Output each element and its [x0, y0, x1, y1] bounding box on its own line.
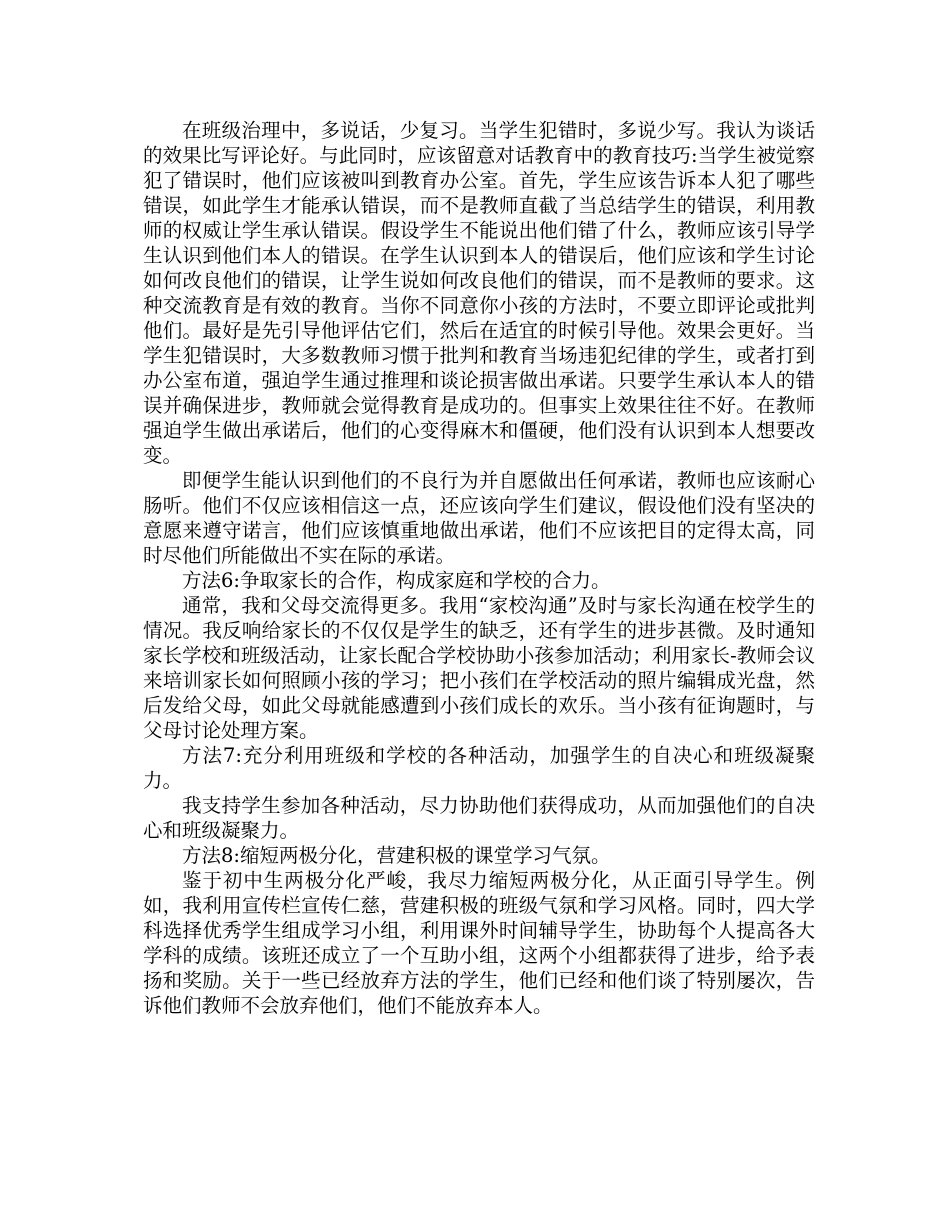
paragraph-1: 在班级治理中，多说话，少复习。当学生犯错时，多说少写。我认为谈话的效果比写评论好。与此同时，应该留意对话教育中的教育技巧:当学生被觉察犯了错误时，他们应该被叫到教育办公室。首先，学生应该告诉本人犯了哪些错误，如此学生才能承认错误，而不是教师直截了当总结学生的错误，利用教师的权威让学生承认错误。假设学生不能说出他们错了什么，教师应该引导学生认识到他们本人的错误。在学生认识到本人的错误后，他们应该和学生讨论如何改良他们的错误，让学生说如何改良他们的错误，而不是教师的要求。这种交流教育是有效的教育。当你不同意你小孩的方法时，不要立即评论或批判他们。最好是先引导他评估它们，然后在适宜的时候引导他。效果会更好。当学生犯错误时，大多数教师习惯于批判和教育当场违犯纪律的学生，或者打到办公室布道，强迫学生通过推理和谈论损害做出承诺。只要学生承认本人的错误并确保进步，教师就会觉得教育是成功的。但事实上效果往往不好。在教师强迫学生做出承诺后，他们的心变得麻木和僵硬，他们没有认识到本人想要改变。 — [143, 119, 815, 467]
method-6-heading: 方法6:争取家长的合作，构成家庭和学校的合力。 — [182, 569, 611, 592]
document-body — [143, 118, 815, 1018]
paragraph-2: 即便学生能认识到他们的不良行为并自愿做出任何承诺，教师也应该耐心肠听。他们不仅应该相信这一点，还应该向学生们建议，假设他们没有坚决的意愿来遵守诺言，他们应该慎重地做出承诺，他们不应该把目的定得太高，同时尽他们所能做出不实在际的承诺。 — [143, 469, 815, 567]
paragraph-4: 通常，我和父母交流得更多。我用“家校沟通”及时与家长沟通在校学生的情况。我反响给家长的不仅仅是学生的缺乏，还有学生的进步甚微。及时通知家长学校和班级活动，让家长配合学校协助小孩参加活动；利用家长-教师会议来培训家长如何照顾小孩的学习；把小孩们在学校活动的照片编辑成光盘，然后发给父母，如此父母就能感遭到小孩们成长的欢乐。当小孩有征询题时，与父母讨论处理方案。 — [143, 594, 815, 742]
method-8-heading: 方法8:缩短两极分化，营建积极的课堂学习气氛。 — [182, 844, 611, 867]
paragraph-8: 鉴于初中生两极分化严峻，我尽力缩短两极分化，从正面引导学生。例如，我利用宣传栏宣传仁慈，营建积极的班级气氛和学习风格。同时，四大学科选择优秀学生组成学习小组，利用课外时间辅导学生，协助每个人提高各大学科的成绩。该班还成立了一个互助小组，这两个小组都获得了进步，给予表扬和奖励。关于一些已经放弃方法的学生，他们已经和他们谈了特别屡次，告诉他们教师不会放弃他们，他们不能放弃本人。 — [143, 869, 815, 1017]
paragraph-6: 我支持学生参加各种活动，尽力协助他们获得成功，从而加强他们的自决心和班级凝聚力。 — [143, 794, 815, 842]
method-7-heading: 方法7:充分利用班级和学校的各种活动，加强学生的自决心和班级凝聚力。 — [143, 744, 815, 792]
